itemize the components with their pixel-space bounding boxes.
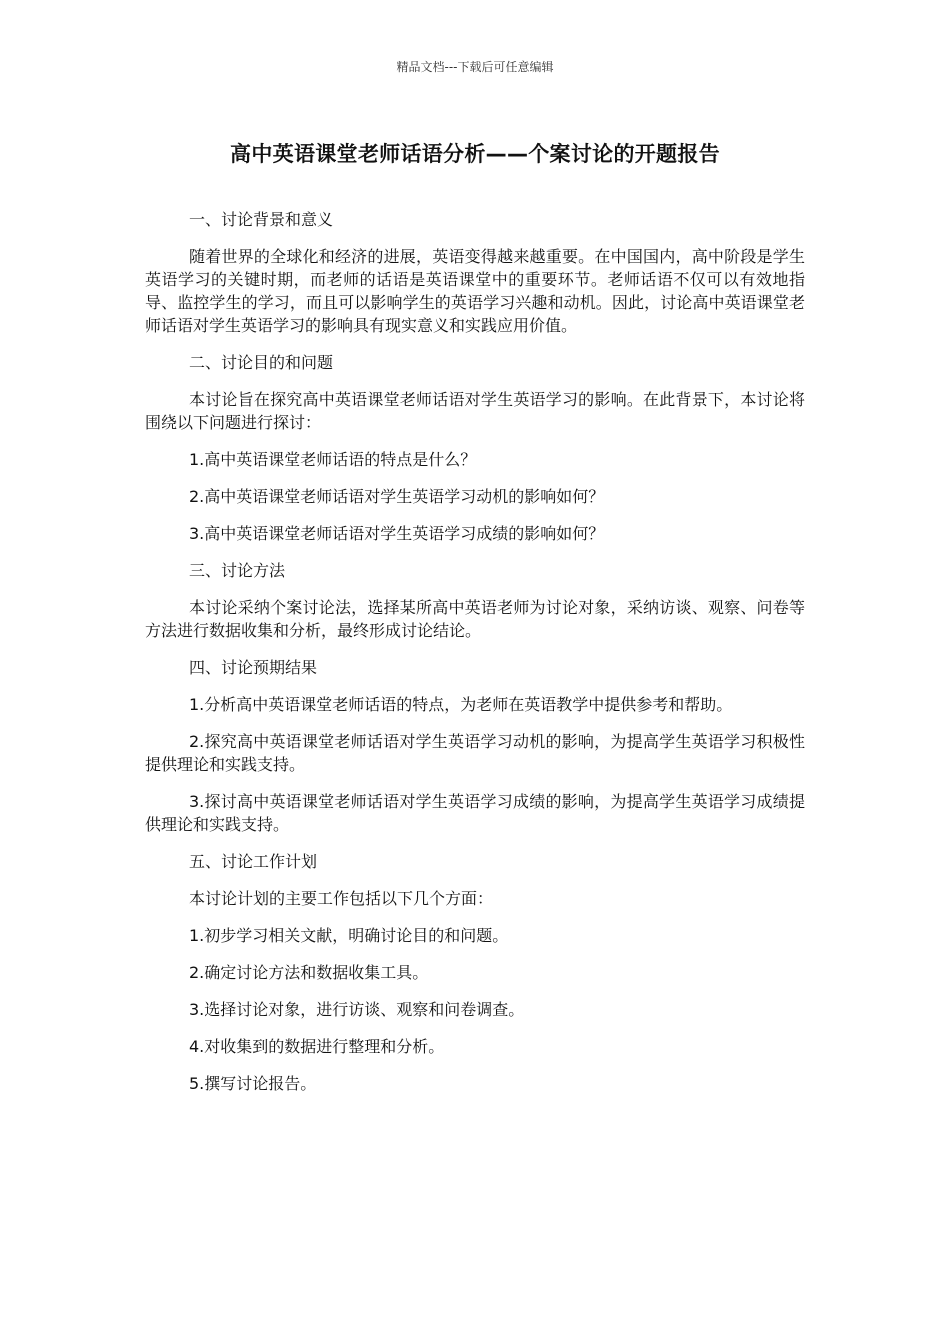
plan-item-2: 2.确定讨论方法和数据收集工具。 [189, 963, 429, 982]
paragraph-method: 本讨论采纳个案讨论法，选择某所高中英语老师为讨论对象，采纳访谈、观察、问卷等方法进行数据收集和分析，最终形成讨论结论。 [145, 598, 805, 640]
paragraph-work-plan: 本讨论计划的主要工作包括以下几个方面： [189, 889, 494, 908]
question-item-1: 1.高中英语课堂老师话语的特点是什么？ [189, 450, 477, 469]
paragraph-background: 随着世界的全球化和经济的进展，英语变得越来越重要。在中国国内，高中阶段是学生英语学习的关键时期，而老师的话语是英语课堂中的重要环节。老师话语不仅可以有效地指导、监控学生的学习，而且可以影响学生的英语学习兴趣和动机。因此，讨论高中英语课堂老师话语对学生英语学习的影响具有现实意义和实践应用价值。 [145, 247, 805, 335]
document-body [145, 208, 805, 1109]
paragraph-purpose: 本讨论旨在探究高中英语课堂老师话语对学生英语学习的影响。在此背景下，本讨论将围绕以下问题进行探讨： [145, 390, 805, 432]
section-heading-expected-results: 四、讨论预期结果 [189, 658, 318, 677]
question-item-3: 3.高中英语课堂老师话语对学生英语学习成绩的影响如何？ [189, 524, 605, 543]
section-heading-method: 三、讨论方法 [189, 561, 286, 580]
document-title: 高中英语课堂老师话语分析——个案讨论的开题报告 [230, 142, 720, 166]
plan-item-4: 4.对收集到的数据进行整理和分析。 [189, 1037, 445, 1056]
result-item-1: 1.分析高中英语课堂老师话语的特点，为老师在英语教学中提供参考和帮助。 [189, 695, 733, 714]
result-item-2: 2.探究高中英语课堂老师话语对学生英语学习动机的影响，为提高学生英语学习积极性提供理论和实践支持。 [145, 732, 805, 774]
page-header-watermark: 精品文档---下载后可任意编辑 [396, 60, 554, 74]
question-item-2: 2.高中英语课堂老师话语对学生英语学习动机的影响如何？ [189, 487, 605, 506]
section-heading-work-plan: 五、讨论工作计划 [189, 852, 318, 871]
result-item-3: 3.探讨高中英语课堂老师话语对学生英语学习成绩的影响，为提高学生英语学习成绩提供理论和实践支持。 [145, 792, 805, 834]
plan-item-1: 1.初步学习相关文献，明确讨论目的和问题。 [189, 926, 509, 945]
plan-item-3: 3.选择讨论对象，进行访谈、观察和问卷调查。 [189, 1000, 525, 1019]
section-heading-purpose: 二、讨论目的和问题 [189, 353, 334, 372]
section-heading-background: 一、讨论背景和意义 [189, 210, 334, 229]
plan-item-5: 5.撰写讨论报告。 [189, 1074, 317, 1093]
